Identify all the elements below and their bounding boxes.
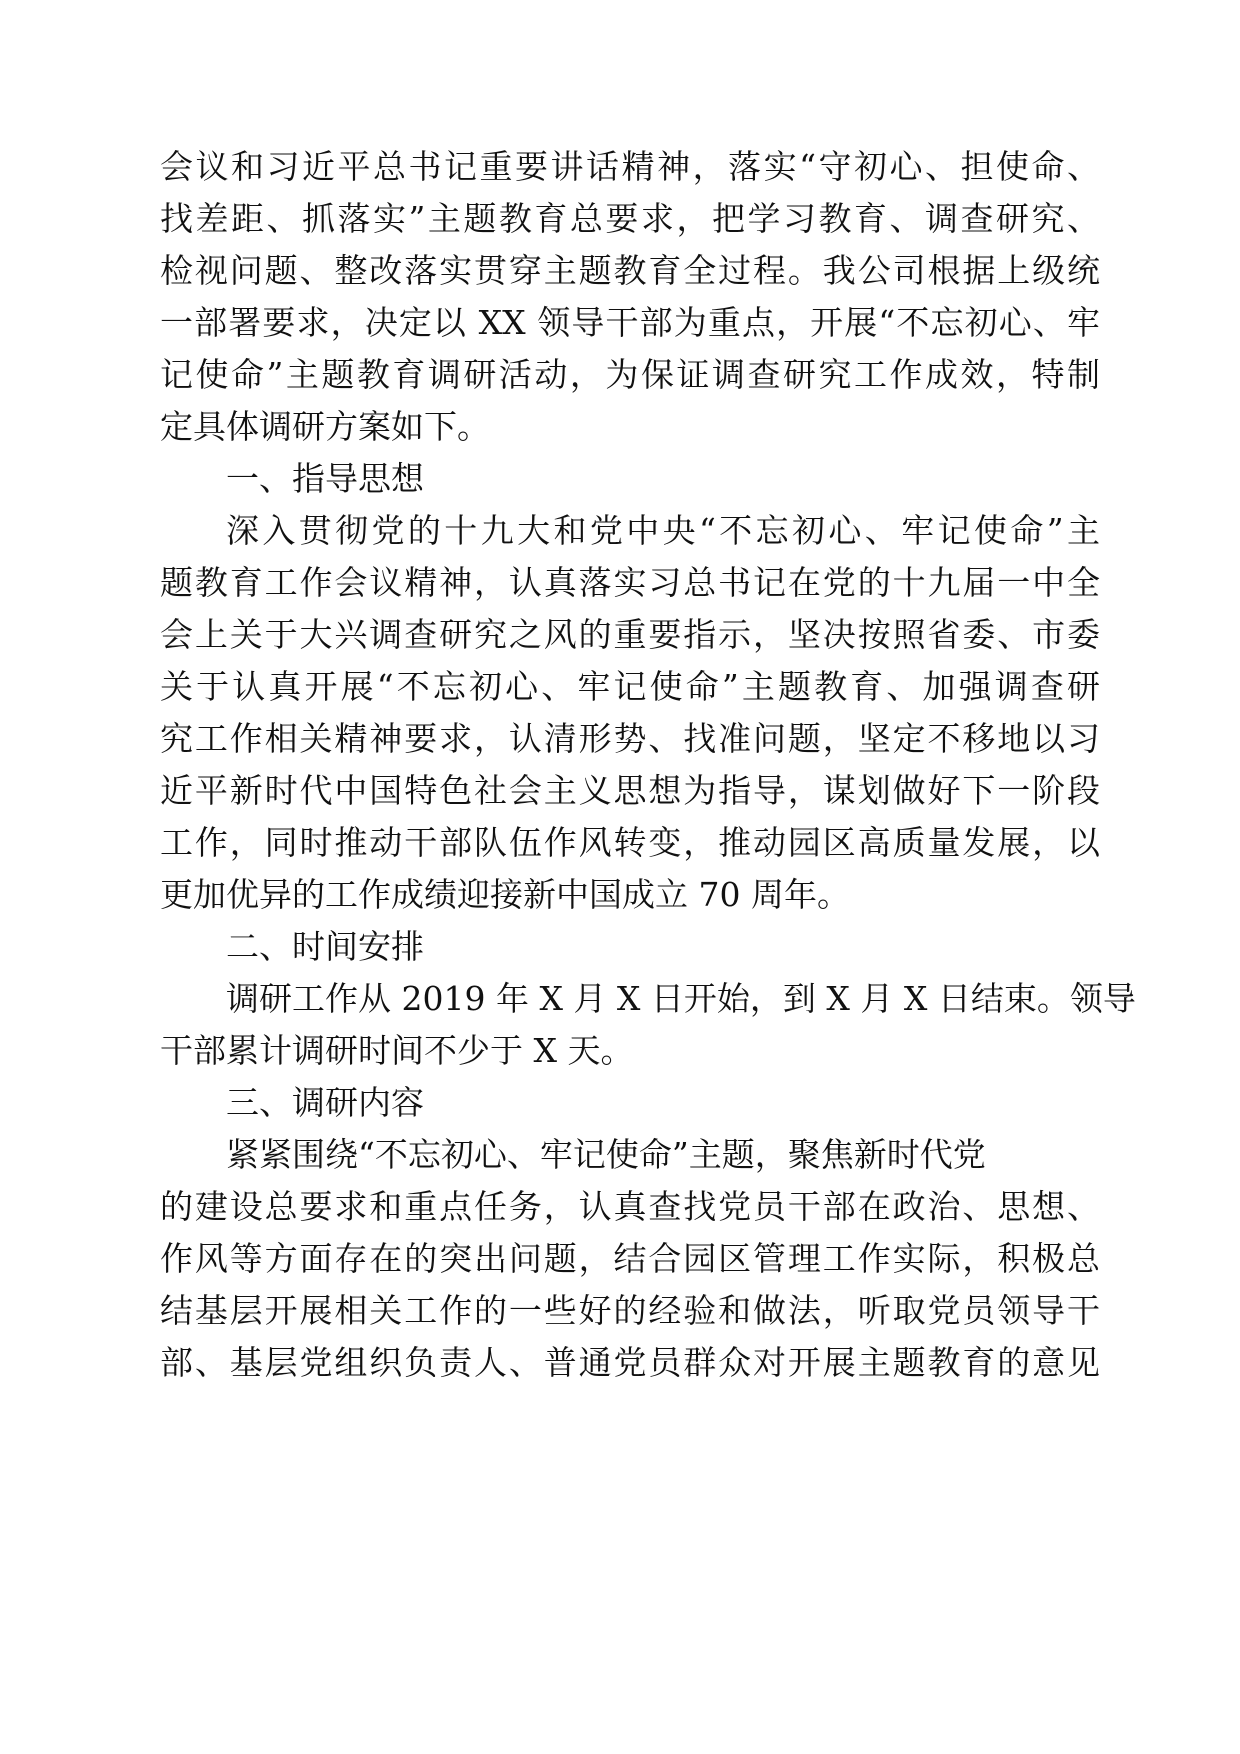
- section-heading-schedule: 二、时间安排: [226, 927, 424, 966]
- paragraph-line: 作风等方面存在的突出问题，结合园区管理工作实际，积极总: [160, 1239, 1100, 1278]
- paragraph-line: 深入贯彻党的十九大和党中央“不忘初心、牢记使命”主: [226, 511, 1100, 550]
- paragraph-line: 部、基层党组织负责人、普通党员群众对开展主题教育的意见: [160, 1343, 1100, 1382]
- paragraph-line: 会上关于大兴调查研究之风的重要指示，坚决按照省委、市委: [160, 615, 1100, 654]
- paragraph-line: 工作，同时推动干部队伍作风转变，推动园区高质量发展，以: [160, 823, 1100, 862]
- paragraph-line: 关于认真开展“不忘初心、牢记使命”主题教育、加强调查研: [160, 667, 1100, 706]
- paragraph-line: 一部署要求，决定以 XX 领导干部为重点，开展“不忘初心、牢: [160, 303, 1100, 342]
- section-heading-guiding-ideology: 一、指导思想: [226, 459, 424, 498]
- paragraph-line: 紧紧围绕“不忘初心、牢记使命”主题，聚焦新时代党: [226, 1135, 986, 1174]
- paragraph-line: 更加优异的工作成绩迎接新中国成立 70 周年。: [160, 875, 850, 914]
- paragraph-line: 结基层开展相关工作的一些好的经验和做法，听取党员领导干: [160, 1291, 1100, 1330]
- paragraph-line: 近平新时代中国特色社会主义思想为指导，谋划做好下一阶段: [160, 771, 1100, 810]
- paragraph-line: 干部累计调研时间不少于 X 天。: [160, 1031, 634, 1070]
- paragraph-line: 记使命”主题教育调研活动，为保证调查研究工作成效，特制: [160, 355, 1100, 394]
- paragraph-line: 检视问题、整改落实贯穿主题教育全过程。我公司根据上级统: [160, 251, 1100, 290]
- paragraph-line: 题教育工作会议精神，认真落实习总书记在党的十九届一中全: [160, 563, 1100, 602]
- paragraph-line: 找差距、抓落实”主题教育总要求，把学习教育、调查研究、: [160, 199, 1100, 238]
- section-heading-research-content: 三、调研内容: [226, 1083, 424, 1122]
- paragraph-line: 调研工作从 2019 年 X 月 X 日开始，到 X 月 X 日结束。领导: [226, 979, 1136, 1018]
- paragraph-line: 的建设总要求和重点任务，认真查找党员干部在政治、思想、: [160, 1187, 1100, 1226]
- paragraph-line: 究工作相关精神要求，认清形势、找准问题，坚定不移地以习: [160, 719, 1100, 758]
- paragraph-line: 定具体调研方案如下。: [160, 407, 490, 446]
- paragraph-line: 会议和习近平总书记重要讲话精神，落实“守初心、担使命、: [160, 147, 1100, 186]
